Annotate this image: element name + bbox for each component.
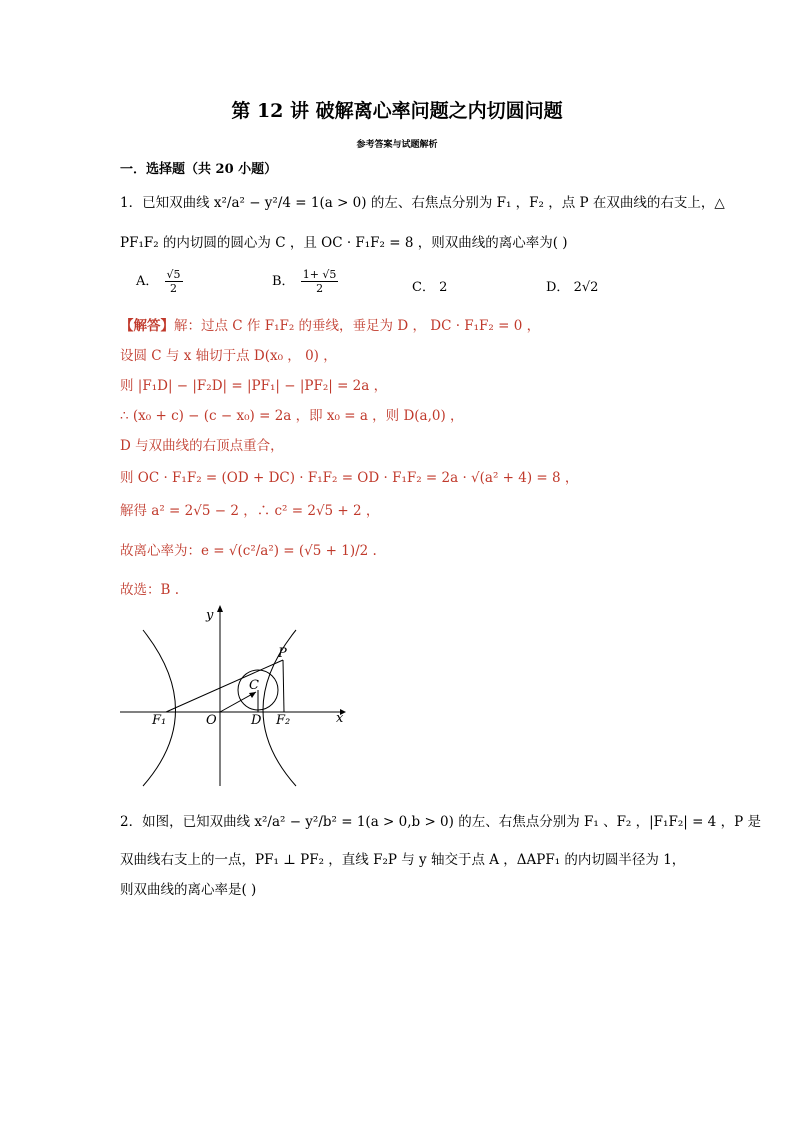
option-label: A． — [136, 274, 159, 289]
solution-tag: 【解答】 — [120, 318, 174, 334]
label-f1: F₁ — [152, 713, 167, 728]
solution-text: 解：过点 C 作 F₁F₂ 的垂线，垂足为 D ， DC · F₁F₂ = 0 ， — [174, 318, 541, 334]
solution-line6: 则 OC · F₁F₂ = (OD + DC) · F₁F₂ = OD · F₁F₂ = 2a · √(a² + 4) = 8 ， — [120, 470, 579, 486]
left-branch — [143, 630, 176, 786]
solution-line7: 解得 a² = 2√5 − 2 ，∴ c² = 2√5 + 2 ， — [120, 503, 380, 519]
y-axis-arrow-icon — [217, 605, 223, 612]
page-subtitle: 参考答案与试题解析 — [356, 140, 438, 150]
option-value: 2 — [439, 280, 448, 295]
label-x: x — [336, 711, 344, 726]
line-pf2 — [283, 660, 284, 712]
solution-line9: 故选：B . — [120, 582, 180, 598]
option-label: D． — [546, 280, 570, 295]
solution-line1 — [120, 316, 540, 336]
q2-stem-line1: 2．如图，已知双曲线 x²/a² − y²/b² = 1(a > 0,b > 0) 的左、右焦点分别为 F₁ 、F₂ ，|F₁F₂| = 4 ，P 是 — [120, 814, 761, 830]
solution-line5: D 与双曲线的右顶点重合， — [120, 438, 284, 454]
q1-option-d — [546, 276, 598, 295]
q1-stem-line1: 1．已知双曲线 x²/a² − y²/4 = 1(a > 0) 的左、右焦点分别为 F₁ ，F₂ ，点 P 在双曲线的右支上，△ — [120, 195, 725, 211]
solution-line3: 则 |F₁D| − |F₂D| = |PF₁| − |PF₂| = 2a ， — [120, 378, 388, 394]
q1-option-b — [272, 268, 340, 295]
option-label: C． — [412, 280, 435, 295]
label-o: O — [206, 713, 217, 728]
fraction-denominator: 2 — [170, 282, 178, 295]
fraction-numerator: √5 — [166, 268, 181, 281]
solution-line4: ∴ (x₀ + c) − (c − x₀) = 2a ，即 x₀ = a ，则 D(a,0) ， — [120, 408, 464, 424]
fraction-numerator: 1+ √5 — [302, 268, 337, 281]
section-heading: 一．选择题（共 20 小题） — [120, 162, 278, 177]
q2-stem-line2: 双曲线右支上的一点，PF₁ ⊥ PF₂ ，直线 F₂P 与 y 轴交于点 A ，ΔAPF₁ 的内切圆半径为 1， — [120, 852, 686, 868]
label-c: C — [249, 678, 259, 693]
solution-line8 — [120, 541, 377, 561]
label-p: P — [278, 646, 287, 661]
option-value: 2√2 — [573, 280, 599, 295]
hyperbola-figure — [118, 600, 348, 790]
option-label: B． — [272, 274, 295, 289]
eccentricity-formula: e = √(c²/a²) = (√5 + 1)/2 . — [201, 543, 377, 559]
q1-option-a — [136, 268, 185, 295]
label-d: D — [251, 713, 262, 728]
q1-stem-line2: PF₁F₂ 的内切圆的圆心为 C ，且 OC · F₁F₂ = 8 ，则双曲线的离心率为( ) — [120, 235, 568, 251]
q2-stem-line3: 则双曲线的离心率是( ) — [120, 882, 257, 898]
option-fraction — [301, 268, 339, 295]
page-title: 第 12 讲 破解离心率问题之内切圆问题 — [231, 100, 563, 122]
option-fraction — [165, 268, 183, 295]
line-pf1 — [166, 660, 283, 712]
label-f2: F₂ — [276, 713, 291, 728]
solution-line2: 设圆 C 与 x 轴切于点 D(x₀ ， 0) ， — [120, 348, 337, 364]
q1-option-c — [412, 276, 447, 295]
fraction-denominator: 2 — [316, 282, 324, 295]
solution-prefix: 故离心率为： — [120, 543, 201, 559]
label-y: y — [206, 608, 214, 623]
